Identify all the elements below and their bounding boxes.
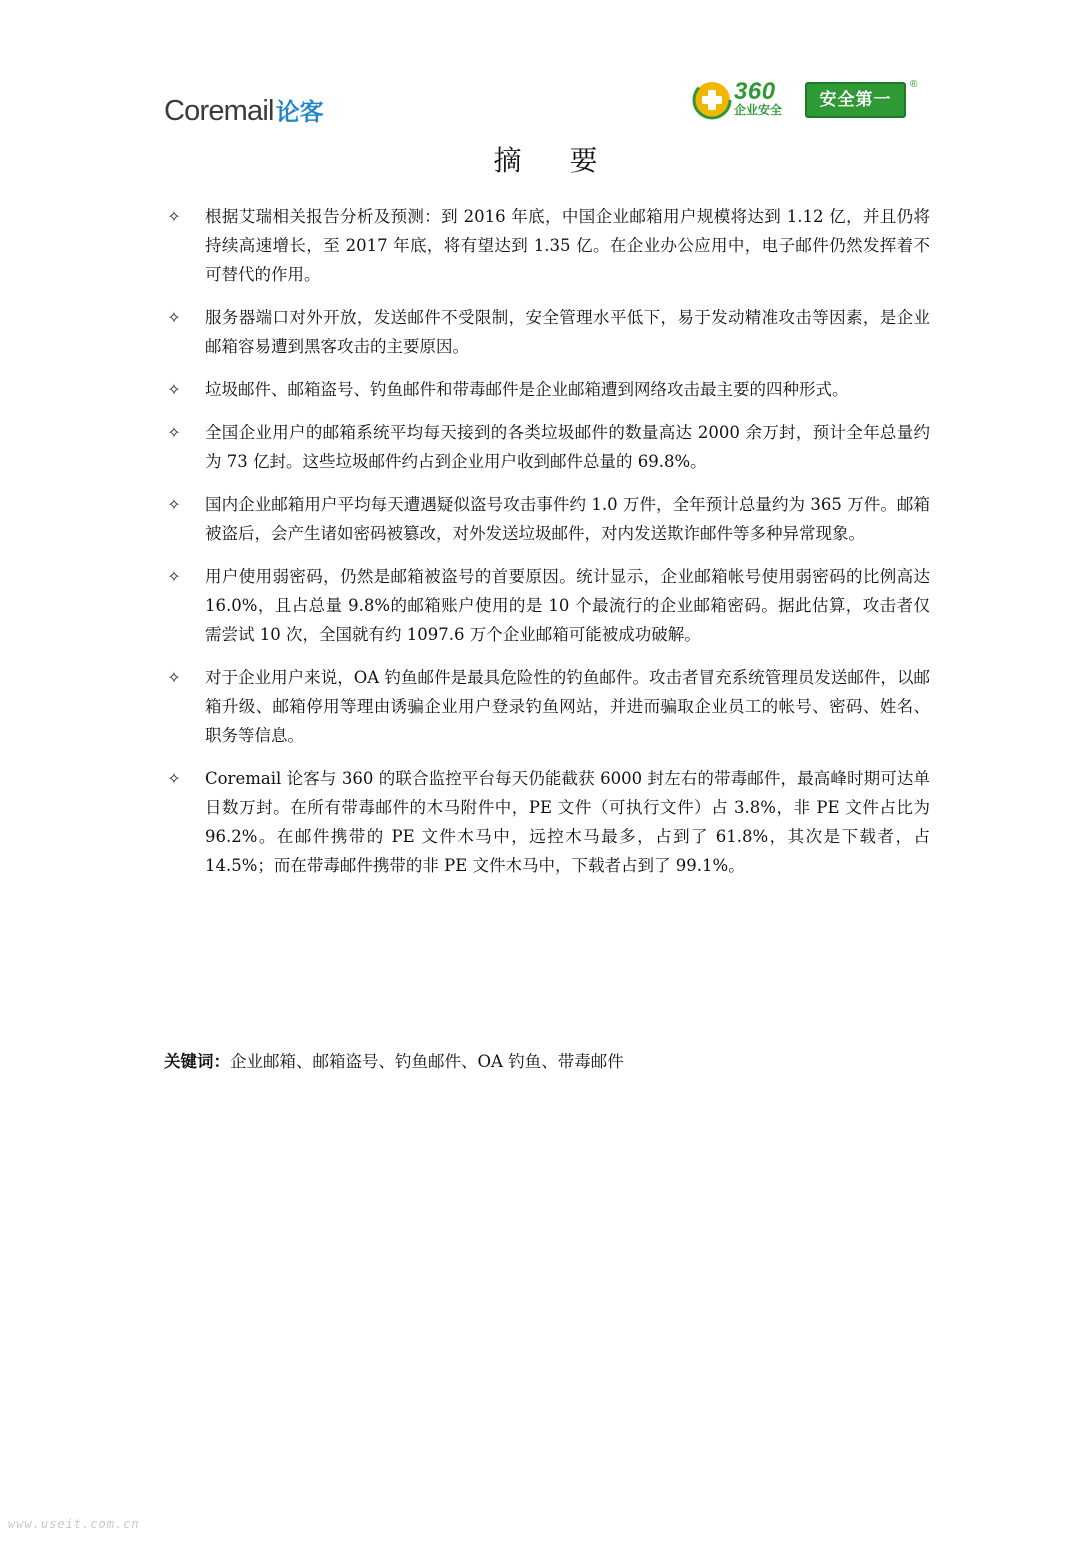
list-item	[164, 303, 930, 361]
diamond-bullet-icon: ✧	[167, 769, 181, 788]
diamond-bullet-icon: ✧	[167, 423, 181, 442]
coremail-logo	[164, 92, 324, 127]
diamond-bullet-icon: ✧	[167, 668, 181, 687]
list-item	[164, 375, 930, 404]
list-item	[164, 764, 930, 880]
list-item	[164, 562, 930, 649]
list-item	[164, 418, 930, 476]
keywords-line	[164, 1048, 624, 1076]
diamond-bullet-icon: ✧	[167, 308, 181, 327]
registered-mark: ®	[910, 79, 918, 90]
list-item-text: 国内企业邮箱用户平均每天遭遇疑似盗号攻击事件约 1.0 万件，全年预计总量约为 365 万件。邮箱被盗后，会产生诸如密码被篡改，对外发送垃圾邮件，对内发送欺诈邮件等多种异常现象。	[205, 495, 930, 543]
list-item-text: 全国企业用户的邮箱系统平均每天接到的各类垃圾邮件的数量高达 2000 余万封，预计全年总量约为 73 亿封。这些垃圾邮件约占到企业用户收到邮件总量的 69.8%。	[205, 423, 930, 471]
list-item-text: 用户使用弱密码，仍然是邮箱被盗号的首要原因。统计显示，企业邮箱帐号使用弱密码的比例高达 16.0%，且占总量 9.8%的邮箱账户使用的是 10 个最流行的企业邮箱密码。据此估算，攻击者仅需尝试 10 次，全国就有约 1097.6 万个企业邮箱可能被成功破解。	[205, 567, 930, 644]
diamond-bullet-icon: ✧	[167, 380, 181, 399]
diamond-bullet-icon: ✧	[167, 567, 181, 586]
list-item-text: Coremail 论客与 360 的联合监控平台每天仍能截获 6000 封左右的带毒邮件，最高峰时期可达单日数万封。在所有带毒邮件的木马附件中，PE 文件（可执行文件）占 3.8%，非 PE 文件占比为 96.2%。在邮件携带的 PE 文件木马中，远控木马最多，占到了 61.8%，其次是下载者，占 14.5%；而在带毒邮件携带的非 PE 文件木马中，下载者占到了 99.1%。	[205, 769, 930, 875]
page-title: 摘要	[493, 144, 646, 177]
diamond-bullet-icon: ✧	[167, 207, 181, 226]
slogan-text: 安全第一	[819, 90, 892, 110]
site-watermark: www.useit.com.cn	[8, 1517, 140, 1531]
coremail-logo-cn: 论客	[275, 98, 324, 126]
diamond-bullet-icon: ✧	[167, 495, 181, 514]
coremail-logo-text: Coremail	[164, 95, 274, 127]
list-item-text: 垃圾邮件、邮箱盗号、钓鱼邮件和带毒邮件是企业邮箱遭到网络攻击最主要的四种形式。	[205, 380, 849, 399]
logo-360-enterprise	[692, 79, 924, 123]
shield-plus-icon	[692, 79, 732, 121]
list-item	[164, 490, 930, 548]
list-item-text: 根据艾瑞相关报告分析及预测：到 2016 年底，中国企业邮箱用户规模将达到 1.12 亿，并且仍将持续高速增长，至 2017 年底，将有望达到 1.35 亿。在企业办公应用中，电子邮件仍然发挥着不可替代的作用。	[205, 207, 930, 284]
list-item-text: 对于企业用户来说，OA 钓鱼邮件是最具危险性的钓鱼邮件。攻击者冒充系统管理员发送邮件，以邮箱升级、邮箱停用等理由诱骗企业用户登录钓鱼网站，并进而骗取企业员工的帐号、密码、姓名、职务等信息。	[205, 668, 930, 745]
keywords-label: 关键词：	[164, 1052, 230, 1071]
brand-360-subtitle: 企业安全	[734, 103, 783, 117]
slogan-badge	[805, 82, 906, 118]
keywords-value: 企业邮箱、邮箱盗号、钓鱼邮件、OA 钓鱼、带毒邮件	[230, 1052, 624, 1071]
list-item	[164, 663, 930, 750]
list-item	[164, 202, 930, 289]
brand-360-number: 360	[734, 78, 776, 105]
abstract-list	[164, 202, 930, 894]
list-item-text: 服务器端口对外开放，发送邮件不受限制，安全管理水平低下，易于发动精准攻击等因素，是企业邮箱容易遭到黑客攻击的主要原因。	[205, 308, 930, 356]
